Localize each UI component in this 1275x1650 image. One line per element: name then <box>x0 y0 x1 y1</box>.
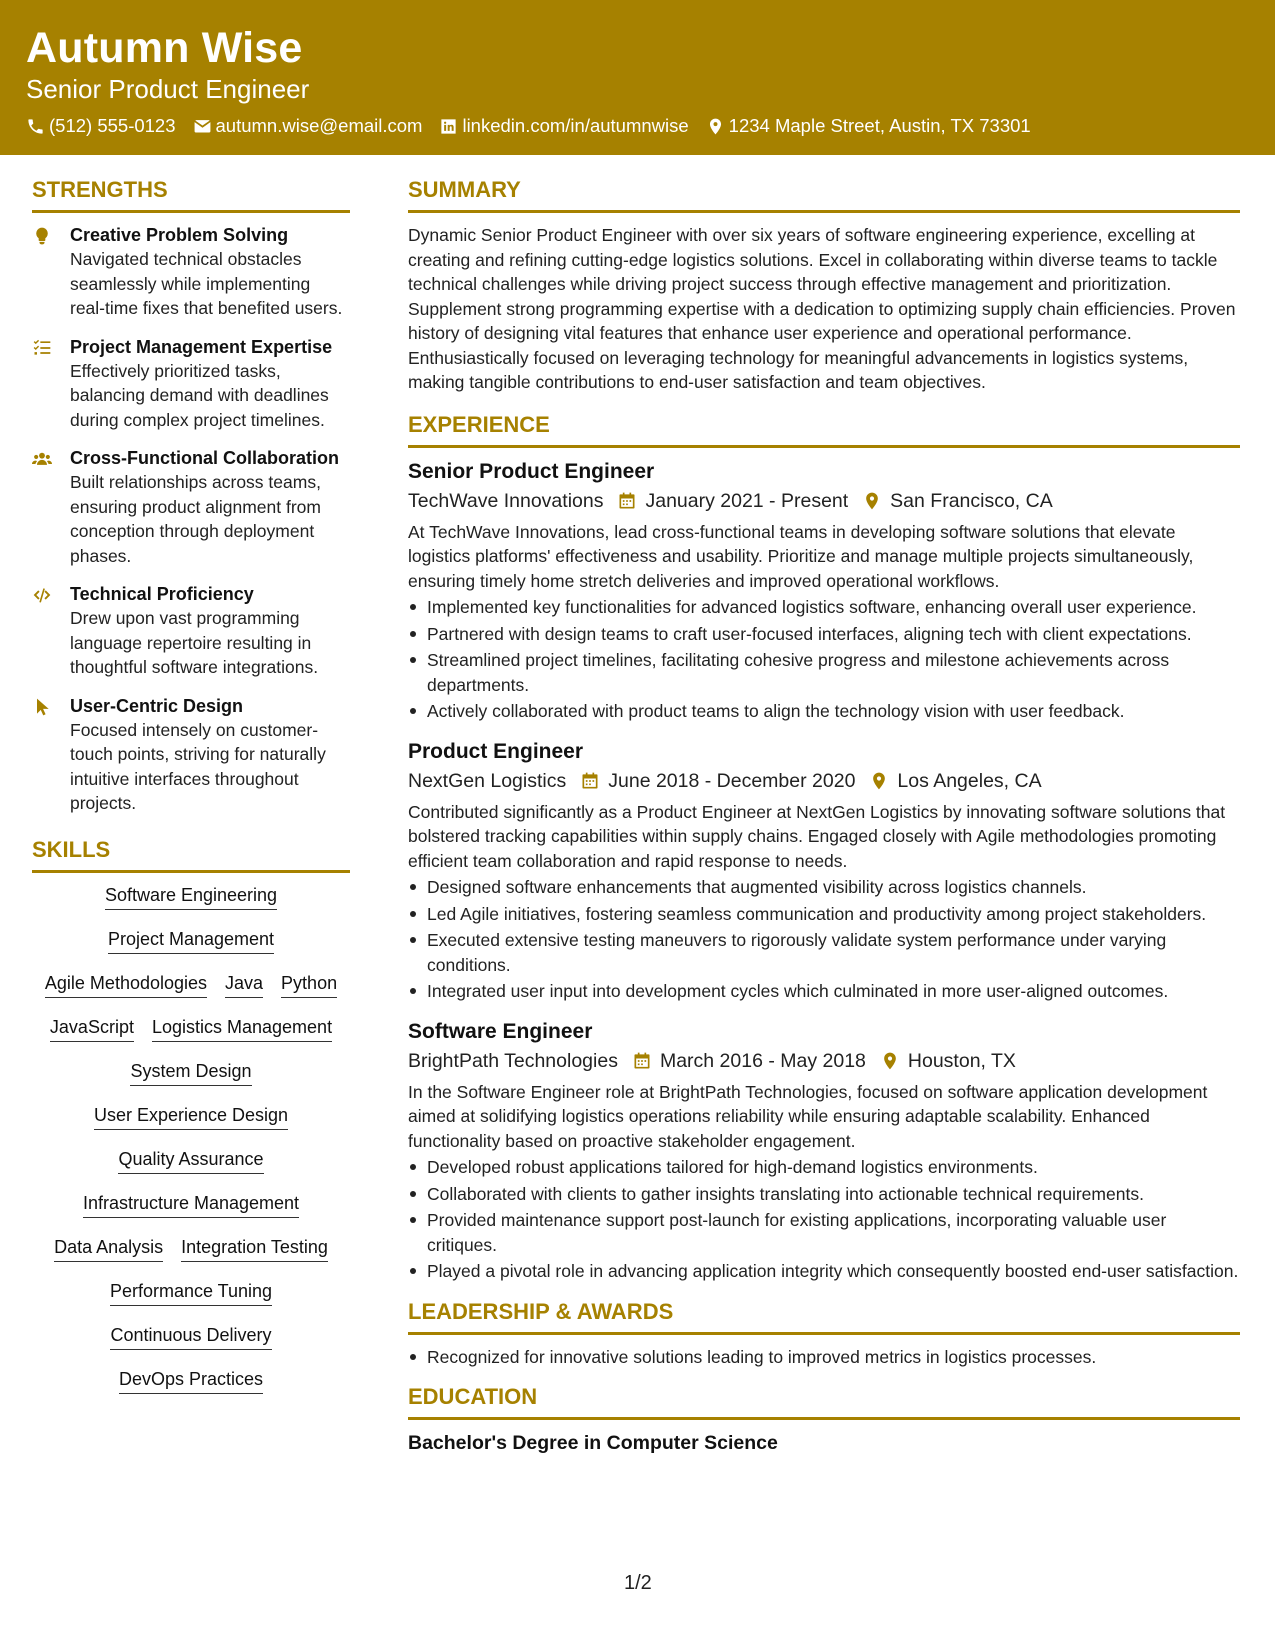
job-meta <box>408 1046 1240 1076</box>
education-degree: Bachelor's Degree in Computer Science <box>408 1432 778 1454</box>
skill-tag: User Experience Design <box>94 1103 288 1130</box>
contact-address <box>706 115 1031 137</box>
phone-text: (512) 555-0123 <box>49 115 176 136</box>
contact-linkedin[interactable] <box>439 115 688 137</box>
list-check-icon <box>32 338 52 358</box>
skill-tag: System Design <box>130 1059 251 1086</box>
strength-title: User-Centric Design <box>70 695 244 716</box>
leadership-list <box>408 1345 1240 1370</box>
candidate-title: Senior Product Engineer <box>26 74 310 104</box>
job-company: TechWave Innovations <box>408 489 604 512</box>
strength-item <box>32 694 350 816</box>
leadership-item: Recognized for innovative solutions leading to improved metrics in logistics processes. <box>408 1345 1240 1370</box>
skill-tag: JavaScript <box>50 1015 134 1042</box>
job-bullet: Integrated user input into development cycles which culminated in more user-aligned outcomes. <box>408 979 1240 1004</box>
job-description: In the Software Engineer role at BrightPath Technologies, focused on software application development aimed at solidifying logistics operations reliability while ensuring adaptable scalability. Enhanced functionality based on proactive stakeholder engagement. <box>408 1081 1208 1151</box>
job-bullet: Actively collaborated with product teams to align the technology vision with user feedback. <box>408 699 1240 724</box>
strength-item <box>32 335 350 433</box>
job-title: Product Engineer <box>408 739 584 763</box>
job-company: NextGen Logistics <box>408 769 567 792</box>
strengths-heading: STRENGTHS <box>32 176 350 213</box>
contact-row <box>26 115 1249 137</box>
education-heading: EDUCATION <box>408 1383 1240 1420</box>
calendar-icon <box>632 1051 652 1071</box>
job-entry <box>408 738 1240 1004</box>
job-bullet: Developed robust applications tailored for high-demand logistics environments. <box>408 1155 1240 1180</box>
strength-title: Cross-Functional Collaboration <box>70 448 340 468</box>
job-bullets <box>408 595 1240 724</box>
job-bullet: Provided maintenance support post-launch for existing applications, incorporating valuable user critiques. <box>408 1208 1240 1257</box>
candidate-name: Autumn Wise <box>26 24 303 72</box>
strength-desc: Navigated technical obstacles seamlessly while implementing real-time fixes that benefited users. <box>70 249 343 318</box>
skill-tag: Project Management <box>108 927 274 954</box>
job-entry <box>408 458 1240 724</box>
strength-desc: Drew upon vast programming language repertoire resulting in thoughtful software integrations. <box>70 608 319 677</box>
map-pin-icon <box>862 491 882 511</box>
email-text: autumn.wise@email.com <box>215 115 423 136</box>
skills-list <box>32 883 350 1411</box>
calendar-icon <box>617 491 637 511</box>
job-bullet: Streamlined project timelines, facilitating cohesive progress and milestone achievements across departments. <box>408 648 1240 697</box>
map-pin-icon <box>706 117 725 136</box>
strength-desc: Effectively prioritized tasks, balancing demand with deadlines during complex project timelines. <box>70 360 329 430</box>
calendar-icon <box>580 771 600 791</box>
job-location: Houston, TX <box>907 1049 1016 1072</box>
page-number: 1/2 <box>624 1572 652 1594</box>
strength-item <box>32 446 350 568</box>
job-meta <box>408 766 1240 796</box>
strength-title: Project Management Expertise <box>70 336 333 357</box>
job-dates: June 2018 - December 2020 <box>608 769 856 792</box>
skill-tag: Performance Tuning <box>110 1279 272 1306</box>
summary-heading: SUMMARY <box>408 176 1240 213</box>
skill-tag: Data Analysis <box>54 1235 163 1262</box>
map-pin-icon <box>869 771 889 791</box>
job-dates: March 2016 - May 2018 <box>659 1049 866 1072</box>
skill-tag: Agile Methodologies <box>45 971 207 998</box>
job-bullet: Played a pivotal role in advancing application integrity which consequently boosted end-user satisfaction. <box>408 1259 1240 1284</box>
strength-desc: Focused intensely on customer-touch points, striving for naturally intuitive interfaces throughout projects. <box>70 719 326 813</box>
resume-header <box>0 0 1275 155</box>
cursor-icon <box>32 697 52 717</box>
lightbulb-icon <box>32 226 52 246</box>
skill-tag: DevOps Practices <box>119 1367 263 1394</box>
skill-tag: Java <box>225 971 263 998</box>
skill-tag: Continuous Delivery <box>110 1323 271 1350</box>
contact-email[interactable] <box>193 115 423 137</box>
skill-tag: Quality Assurance <box>118 1147 263 1174</box>
job-description: At TechWave Innovations, lead cross-functional teams in developing software solutions that elevate logistics platforms' effectiveness and usability. Prioritize and manage multiple projects simultaneously, ensuring timely home stretch deliveries and improved operational workflows. <box>408 521 1194 591</box>
job-title: Senior Product Engineer <box>408 459 655 483</box>
skills-heading: SKILLS <box>32 836 350 873</box>
job-bullet: Executed extensive testing maneuvers to rigorously validate system performance under varying conditions. <box>408 928 1240 977</box>
strength-title: Creative Problem Solving <box>70 225 289 245</box>
leadership-heading: LEADERSHIP & AWARDS <box>408 1298 1240 1335</box>
skill-tag: Infrastructure Management <box>83 1191 299 1218</box>
address-text: 1234 Maple Street, Austin, TX 73301 <box>728 115 1031 136</box>
envelope-icon <box>193 117 212 136</box>
users-icon <box>32 449 52 469</box>
job-bullet: Collaborated with clients to gather insights translating into actionable technical requirements. <box>408 1182 1240 1207</box>
strength-item <box>32 223 350 321</box>
job-title: Software Engineer <box>408 1019 593 1043</box>
job-dates: January 2021 - Present <box>645 489 849 512</box>
skill-tag: Python <box>281 971 337 998</box>
job-bullet: Designed software enhancements that augmented visibility across logistics channels. <box>408 875 1240 900</box>
experience-heading: EXPERIENCE <box>408 411 1240 448</box>
left-column <box>32 176 350 1411</box>
strength-item <box>32 582 350 680</box>
job-location: Los Angeles, CA <box>897 769 1042 792</box>
linkedin-icon <box>439 117 458 136</box>
right-column <box>408 176 1240 1456</box>
contact-phone[interactable] <box>26 115 176 137</box>
strength-desc: Built relationships across teams, ensuring product alignment from conception through deployment phases. <box>70 472 321 566</box>
job-location: San Francisco, CA <box>890 489 1053 512</box>
job-entry <box>408 1018 1240 1284</box>
code-icon <box>32 585 52 605</box>
linkedin-text: linkedin.com/in/autumnwise <box>462 115 689 136</box>
job-meta <box>408 486 1240 516</box>
summary-text: Dynamic Senior Product Engineer with over six years of software engineering experience, excelling at creating and refining cutting-edge logistics solutions. Excel in collaborating within diverse teams to tackle technical challenges while driving project success through effective management and prioritization. Supplement strong programming expertise with a dedication to optimizing supply chain efficiencies. Proven history of designing vital features that enhance user experience and operational performance. Enthusiastically focused on leveraging technology for meaningful advancements in logistics systems, making tangible contributions to end-user satisfaction and team objectives. <box>408 225 1236 392</box>
job-bullet: Implemented key functionalities for advanced logistics software, enhancing overall user experience. <box>408 595 1240 620</box>
job-bullet: Led Agile initiatives, fostering seamless communication and productivity among project stakeholders. <box>408 902 1240 927</box>
map-pin-icon <box>880 1051 900 1071</box>
job-company: BrightPath Technologies <box>408 1049 618 1072</box>
skill-tag: Logistics Management <box>152 1015 332 1042</box>
job-bullet: Partnered with design teams to craft user-focused interfaces, aligning tech with client expectations. <box>408 622 1240 647</box>
job-bullets <box>408 875 1240 1004</box>
job-description: Contributed significantly as a Product Engineer at NextGen Logistics by innovating software solutions that bolstered tracking capabilities within supply chains. Engaged closely with Agile methodologies promoting efficient team collaboration and rapid response to needs. <box>408 801 1226 871</box>
job-bullets <box>408 1155 1240 1284</box>
skill-tag: Software Engineering <box>105 883 277 910</box>
phone-icon <box>26 117 45 136</box>
skill-tag: Integration Testing <box>181 1235 328 1262</box>
strength-title: Technical Proficiency <box>70 584 254 604</box>
